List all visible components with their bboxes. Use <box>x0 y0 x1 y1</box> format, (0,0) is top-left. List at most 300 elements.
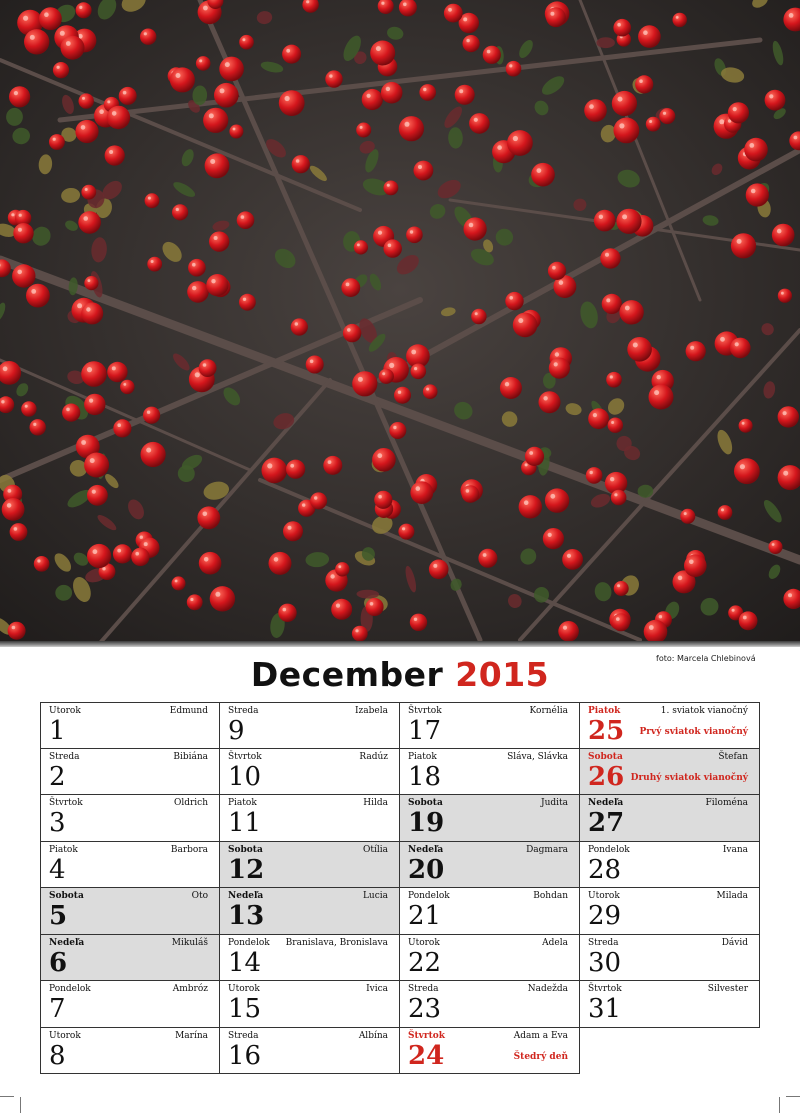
name-day: Izabela <box>355 706 388 716</box>
name-day: Adela <box>542 937 568 948</box>
day-number: 19 <box>408 808 445 838</box>
berry-highlight <box>678 576 683 581</box>
name-day: Judita <box>540 798 568 808</box>
berry <box>545 488 569 512</box>
name-day: Branislava, Bronislava <box>285 937 388 948</box>
berry <box>62 404 80 422</box>
day-number: 20 <box>408 854 445 885</box>
day-cell <box>580 935 760 982</box>
berry <box>75 120 98 143</box>
berry-highlight <box>769 94 773 98</box>
berry <box>455 85 475 105</box>
berry <box>627 337 652 362</box>
day-number: 27 <box>588 808 625 838</box>
day-number: 8 <box>49 1040 66 1071</box>
day-cell <box>40 749 220 796</box>
berry <box>614 117 640 143</box>
berry <box>614 581 629 596</box>
berry <box>325 70 342 87</box>
berry-highlight <box>148 197 151 200</box>
day-number: 15 <box>228 994 262 1024</box>
berry <box>469 113 490 134</box>
berry-highlight <box>751 189 756 194</box>
day-number: 1 <box>49 716 66 746</box>
berry-highlight <box>497 145 502 150</box>
berry-highlight <box>550 494 555 499</box>
berry <box>362 89 383 110</box>
berry-highlight <box>285 96 290 101</box>
day-name: Utorok <box>49 1030 81 1041</box>
berry <box>584 99 607 122</box>
berry <box>76 2 92 18</box>
berry-highlight <box>411 350 416 355</box>
berry <box>87 485 108 506</box>
berry-highlight <box>53 138 56 141</box>
berry <box>310 492 327 509</box>
berry <box>214 83 239 108</box>
berry <box>772 224 795 247</box>
berry <box>612 91 637 116</box>
berry-highlight <box>599 215 603 219</box>
berry-highlight <box>376 46 381 51</box>
berry <box>602 294 622 314</box>
berry-highlight <box>622 214 627 219</box>
name-day: Radúz <box>359 751 388 762</box>
berry-highlight <box>617 584 620 587</box>
berry <box>84 276 98 290</box>
berry <box>84 453 109 478</box>
berry <box>352 626 368 642</box>
berry <box>414 161 434 181</box>
holiday-label: Druhý sviatok vianočný <box>630 772 748 783</box>
day-number: 9 <box>228 716 245 746</box>
day-number: 3 <box>49 808 66 838</box>
berry-highlight <box>176 73 181 78</box>
berry-highlight <box>740 464 745 469</box>
photo-credit: foto: Marcela Chlebinová <box>656 654 756 663</box>
berry-highlight <box>220 88 225 93</box>
berry-highlight <box>290 464 294 468</box>
berry-highlight <box>657 375 661 379</box>
berry-highlight <box>77 303 82 308</box>
berry <box>131 548 149 566</box>
berry-highlight <box>386 87 390 91</box>
berry <box>286 460 305 479</box>
berry-highlight <box>414 618 417 621</box>
day-number: 24 <box>408 1040 445 1071</box>
day-name: Pondelok <box>408 891 450 901</box>
berry-highlight <box>689 560 694 565</box>
name-day: Dagmara <box>526 844 568 855</box>
berry-highlight <box>44 12 49 17</box>
day-cell <box>220 795 400 842</box>
berry-highlight <box>211 279 215 283</box>
day-name: Sobota <box>408 798 443 808</box>
berry <box>147 257 162 272</box>
berry-highlight <box>357 244 360 247</box>
berry <box>26 284 50 308</box>
berry-highlight <box>302 503 305 506</box>
name-day: Barbora <box>170 844 208 855</box>
day-name: Streda <box>408 984 439 994</box>
berry-highlight <box>403 3 407 7</box>
berry <box>79 93 94 108</box>
day-cell <box>580 702 760 749</box>
day-number: 14 <box>228 947 262 978</box>
berry-highlight <box>123 91 127 95</box>
name-day: Kornélia <box>529 706 568 716</box>
berry <box>53 62 69 78</box>
berry <box>372 448 396 472</box>
berry <box>600 248 620 268</box>
day-name: Piatok <box>588 706 621 716</box>
name-day: Adam a Eva <box>513 1030 568 1041</box>
berry-highlight <box>310 360 314 364</box>
berry <box>423 384 438 399</box>
name-day: Bibiána <box>173 751 208 762</box>
berry-highlight <box>567 554 571 558</box>
berry-highlight <box>463 17 467 21</box>
berry-highlight <box>267 463 272 468</box>
berry-highlight <box>14 91 18 95</box>
berry <box>8 622 26 640</box>
berry-highlight <box>88 279 91 282</box>
berry <box>549 358 570 379</box>
day-number: 23 <box>408 994 442 1024</box>
berry-highlight <box>610 375 613 378</box>
holiday-label: Štedrý deň <box>513 1051 568 1062</box>
berry <box>513 313 538 338</box>
berry-highlight <box>14 527 18 531</box>
berry-highlight <box>719 119 724 124</box>
berry-highlight <box>459 89 463 93</box>
berry-highlight <box>147 411 150 414</box>
berry <box>539 391 561 413</box>
berry-highlight <box>509 64 512 67</box>
berry <box>613 19 631 37</box>
berry-highlight <box>358 377 363 382</box>
berry <box>531 163 555 187</box>
name-day: Mikuláš <box>171 937 208 948</box>
berry-highlight <box>11 213 14 216</box>
day-number: 4 <box>49 854 66 885</box>
berry-highlight <box>367 94 371 98</box>
name-day: Dávid <box>721 937 748 948</box>
day-name: Štvrtok <box>588 984 622 994</box>
day-name: Nedeľa <box>228 891 264 901</box>
berry-highlight <box>3 366 8 371</box>
day-name: Sobota <box>228 844 263 855</box>
berry <box>734 458 760 484</box>
berry-highlight <box>99 109 104 114</box>
day-cell <box>580 749 760 796</box>
berry-highlight <box>30 35 35 40</box>
berry <box>283 521 303 541</box>
berry <box>635 75 653 93</box>
berry <box>78 211 101 234</box>
berry <box>686 341 706 361</box>
berry-highlight <box>192 286 196 290</box>
name-day: Marína <box>175 1030 208 1041</box>
berry <box>778 406 799 427</box>
berry-highlight <box>505 382 509 386</box>
berry-highlight <box>643 30 648 35</box>
berry-highlight <box>426 388 429 391</box>
berry-highlight <box>781 292 784 295</box>
berry-highlight <box>610 477 614 481</box>
berry <box>419 84 436 101</box>
berry-highlight <box>241 215 245 219</box>
berry <box>199 359 217 377</box>
berry <box>444 4 463 23</box>
berry <box>406 227 423 244</box>
berry-highlight <box>336 604 340 608</box>
berry-highlight <box>593 413 597 417</box>
day-number: 29 <box>588 901 622 931</box>
berry-highlight <box>743 616 747 620</box>
berry-highlight <box>735 342 739 346</box>
berry-highlight <box>543 396 547 400</box>
crop-mark <box>779 1097 780 1113</box>
day-number: 12 <box>228 854 265 885</box>
berry-highlight <box>720 337 725 342</box>
berry-highlight <box>555 352 559 356</box>
berry-highlight <box>518 318 523 323</box>
berry-highlight <box>524 500 529 505</box>
berry <box>107 362 127 382</box>
day-number: 25 <box>588 716 625 746</box>
berry-highlight <box>31 289 36 294</box>
calendar-title <box>0 655 800 694</box>
berry-highlight <box>82 97 85 100</box>
berry-highlight <box>140 536 143 539</box>
day-number: 26 <box>588 761 625 792</box>
day-cell <box>220 842 400 889</box>
berry <box>279 90 305 116</box>
berry <box>187 594 203 610</box>
berry-highlight <box>370 602 374 606</box>
berry <box>239 294 256 311</box>
berry <box>608 418 623 433</box>
berry-highlight <box>563 626 567 630</box>
berry <box>562 549 583 570</box>
berry-highlight <box>286 49 290 53</box>
berry <box>24 29 49 54</box>
berry <box>746 183 769 206</box>
berry-highlight <box>346 283 350 287</box>
day-number: 30 <box>588 947 622 978</box>
crop-mark <box>786 1096 800 1097</box>
name-day: Lucia <box>362 891 388 901</box>
day-name: Piatok <box>228 798 257 808</box>
month-name: December <box>250 655 444 694</box>
berry <box>140 29 156 45</box>
berry-highlight <box>659 615 662 618</box>
berry-highlight <box>204 557 209 562</box>
berry-highlight <box>614 493 617 496</box>
berry <box>612 613 630 631</box>
day-name: Pondelok <box>588 844 630 855</box>
name-day: Bohdan <box>533 891 568 901</box>
berry-highlight <box>509 296 513 300</box>
berry <box>269 552 292 575</box>
berry-highlight <box>347 328 351 332</box>
day-name: Streda <box>49 751 80 762</box>
berry <box>196 56 211 71</box>
berry <box>646 117 661 132</box>
berry <box>594 210 616 232</box>
berry-highlight <box>416 486 421 491</box>
berry-highlight <box>209 113 214 118</box>
berry <box>606 372 622 388</box>
day-name: Utorok <box>408 937 440 948</box>
berry-highlight <box>469 223 474 228</box>
berry-highlight <box>214 236 218 240</box>
berry-highlight <box>684 512 687 515</box>
berry <box>394 387 411 404</box>
berry <box>209 231 229 251</box>
berry-highlight <box>210 159 215 164</box>
berry-highlight <box>389 363 394 368</box>
day-name: Pondelok <box>228 937 270 948</box>
day-number: 10 <box>228 761 262 792</box>
berry <box>30 419 46 435</box>
berry-highlight <box>423 88 426 91</box>
berry-highlight <box>398 391 401 394</box>
day-number: 17 <box>408 716 442 746</box>
name-day: Hilda <box>363 798 388 808</box>
berry <box>718 505 733 520</box>
berry <box>519 495 542 518</box>
berry-highlight <box>117 423 121 427</box>
berry-highlight <box>90 458 95 463</box>
day-name: Pondelok <box>49 984 91 994</box>
berry <box>292 155 310 173</box>
day-name: Štvrtok <box>49 798 83 808</box>
berry-highlight <box>144 542 148 546</box>
berry-highlight <box>550 12 554 16</box>
berry <box>170 67 195 92</box>
berry-highlight <box>330 574 334 578</box>
day-number: 7 <box>49 994 66 1024</box>
berry <box>306 356 324 374</box>
berry <box>730 338 751 359</box>
berry-highlight <box>33 423 36 426</box>
berry <box>558 621 579 642</box>
berry <box>81 185 96 200</box>
berry-highlight <box>23 16 28 21</box>
berry-highlight <box>590 471 593 474</box>
berry-highlight <box>466 39 469 42</box>
berry <box>507 130 533 156</box>
berry-highlight <box>742 422 745 425</box>
berry-highlight <box>474 118 478 122</box>
berry <box>119 87 137 105</box>
berry-highlight <box>633 343 638 348</box>
berry <box>778 289 792 303</box>
day-cell <box>580 981 760 1028</box>
berry <box>10 523 28 541</box>
day-cell <box>400 795 580 842</box>
berry <box>644 620 668 643</box>
day-name: Utorok <box>588 891 620 901</box>
berry-highlight <box>378 231 382 235</box>
berry-highlight <box>794 136 798 140</box>
berry-highlight <box>405 122 410 127</box>
berry-highlight <box>554 362 558 366</box>
berry <box>744 138 768 162</box>
berry-highlight <box>788 593 792 597</box>
berry-highlight <box>146 448 151 453</box>
berry-highlight <box>338 565 341 568</box>
berry-highlight <box>433 564 437 568</box>
berry <box>543 528 564 549</box>
berry <box>546 7 566 27</box>
berry <box>588 408 609 429</box>
berry-highlight <box>60 31 65 36</box>
name-day: Milada <box>716 891 748 901</box>
berry-highlight <box>721 508 724 511</box>
day-cell <box>40 702 220 749</box>
berry-highlight <box>749 143 754 148</box>
berry-highlight <box>414 367 417 370</box>
berry <box>143 407 160 424</box>
berry-highlight <box>418 165 422 169</box>
berry <box>464 217 487 240</box>
berry-highlight <box>328 460 332 464</box>
berry-highlight <box>410 230 413 233</box>
day-cell <box>220 935 400 982</box>
berry-highlight <box>12 626 16 630</box>
name-day: Albína <box>358 1030 388 1041</box>
berry <box>335 562 349 576</box>
berry <box>366 598 384 616</box>
berry <box>429 560 449 580</box>
berry <box>399 116 424 141</box>
berry-highlight <box>296 159 300 163</box>
berry-highlight <box>66 41 71 46</box>
berry <box>199 552 222 575</box>
berry <box>229 125 243 139</box>
day-cell <box>40 1028 220 1075</box>
berry-highlight <box>783 471 788 476</box>
berry <box>616 209 641 234</box>
berry-highlight <box>19 214 22 217</box>
berry-highlight <box>732 609 735 612</box>
berry-highlight <box>619 123 624 128</box>
berry <box>49 134 65 150</box>
berry-highlight <box>203 363 207 367</box>
day-name: Streda <box>228 1030 259 1041</box>
berry-highlight <box>112 366 116 370</box>
holiday-label: Prvý sviatok vianočný <box>639 727 748 737</box>
berry <box>331 599 352 620</box>
berry-highlight <box>151 260 154 263</box>
berry <box>769 540 783 554</box>
day-cell <box>40 842 220 889</box>
berry <box>239 35 254 50</box>
berry-highlight <box>225 62 230 67</box>
berry-highlight <box>89 399 93 403</box>
berry-highlight <box>199 59 202 62</box>
berry-highlight <box>783 411 787 415</box>
name-day: Edmund <box>169 706 208 716</box>
day-cell <box>40 981 220 1028</box>
berry <box>21 401 36 416</box>
berry-highlight <box>192 263 196 267</box>
berry-highlight <box>589 104 594 109</box>
berry <box>84 394 105 415</box>
